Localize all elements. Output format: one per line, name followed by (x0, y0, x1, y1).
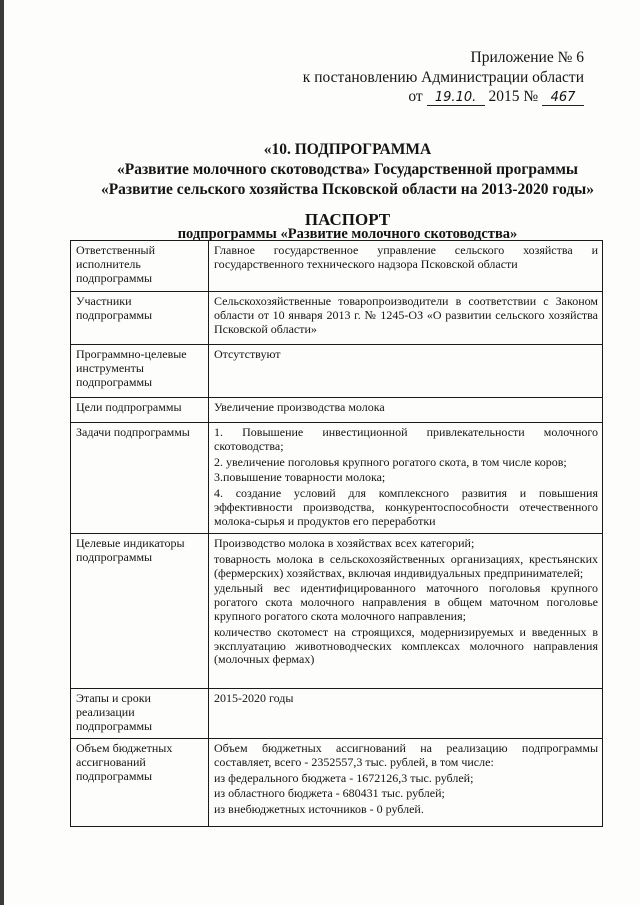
table-row (71, 423, 603, 534)
row-value (209, 689, 603, 739)
annex-line-2: к постановлению Администрации области (302, 68, 584, 86)
passport-subheading: подпрограммы «Развитие молочного скотоводства» (177, 226, 518, 242)
row-label: Программно-целевые инструменты подпрограммы (71, 345, 209, 398)
row-value (209, 345, 603, 398)
value-paragraph: Объем бюджетных ассигнований на реализацию подпрограммы составляет, всего - 2352557,3 тыс. рублей, в том числе: (214, 741, 598, 769)
row-value (209, 292, 603, 345)
annex-line-3 (303, 87, 584, 107)
title-line-2: «Развитие молочного скотоводства» Государственной программы (116, 161, 578, 178)
value-paragraph: из федерального бюджета - 1672126,3 тыс. рублей; (214, 770, 474, 785)
row-value (209, 739, 603, 827)
value-paragraph: количество скотомест на строящихся, модернизируемых и введенных в эксплуатацию животноводческих комплексах молочного направления (молочных фермах) (214, 624, 598, 667)
value-paragraph: Увеличение производства молока (214, 400, 385, 414)
annex-block (303, 48, 584, 107)
scan-edge (0, 0, 4, 905)
row-label: Объем бюджетных ассигнований подпрограммы (71, 739, 209, 827)
row-value (209, 423, 603, 534)
row-label: Этапы и сроки реализации подпрограммы (71, 689, 209, 739)
value-paragraph: 1. Повышение инвестиционной привлекательности молочного скотоводства; (214, 425, 598, 453)
row-label: Участники подпрограммы (71, 292, 209, 345)
handwritten-date: 19.10. (427, 90, 485, 106)
value-paragraph: Главное государственное управление сельского хозяйства и государственного технического надзора Псковской области (214, 243, 598, 271)
table-row (71, 241, 603, 292)
year-text: 2015 № (488, 88, 539, 105)
row-label: Целевые индикаторы подпрограммы (71, 534, 209, 689)
row-label: Ответственный исполнитель подпрограммы (71, 241, 209, 292)
value-paragraph: Производство молока в хозяйствах всех категорий; (214, 536, 475, 550)
table-row (71, 345, 603, 398)
table-row (71, 398, 603, 423)
table-row (71, 689, 603, 739)
annex-line-1: Приложение № 6 (470, 49, 584, 66)
handwritten-number: 467 (542, 90, 584, 106)
value-paragraph: 3.повышение товарности молока; (214, 470, 386, 485)
value-paragraph: из областного бюджета - 680431 тыс. рублей; (214, 786, 445, 801)
table-row (71, 534, 603, 689)
value-paragraph: удельный вес идентифицированного маточного поголовья крупного рогатого скота молочного направления в общем маточном поголовье крупного рогатого скота молочного направления; (214, 581, 598, 623)
value-paragraph: Отсутствуют (214, 347, 281, 361)
passport-table (70, 240, 603, 827)
row-value (209, 398, 603, 423)
value-paragraph: 2015-2020 годы (214, 691, 294, 705)
title-line-1: «10. ПОДПРОГРАММА (263, 141, 432, 158)
row-value (209, 534, 603, 689)
value-paragraph: товарность молока в сельскохозяйственных организациях, крестьянских (фермерских) хозяйствах, включая индивидуальных предпринимателей; (214, 551, 598, 580)
value-paragraph: Сельскохозяйственные товаропроизводители в соответствии с Законом области от 10 января 2013 г. № 1245-ОЗ «О развитии сельского хозяйства Псковской области» (214, 294, 598, 336)
row-label: Цели подпрограммы (71, 398, 209, 423)
table-row (71, 292, 603, 345)
row-value (209, 241, 603, 292)
value-paragraph: 4. создание условий для комплексного развития и повышения эффективности производства, конкурентоспособности отечественного молока-сырья и продуктов его переработки (214, 486, 598, 528)
row-label: Задачи подпрограммы (71, 423, 209, 534)
title-line-3: «Развитие сельского хозяйства Псковской области на 2013-2020 годы» (100, 181, 595, 198)
subprogram-title (60, 140, 635, 200)
table-row (71, 739, 603, 827)
value-paragraph: 2. увеличение поголовья крупного рогатого скота, в том числе коров; (214, 454, 567, 469)
date-prefix: от (408, 88, 423, 105)
passport-heading: ПАСПОРТ (304, 210, 391, 229)
value-paragraph: из внебюджетных источников - 0 рублей. (214, 802, 424, 817)
